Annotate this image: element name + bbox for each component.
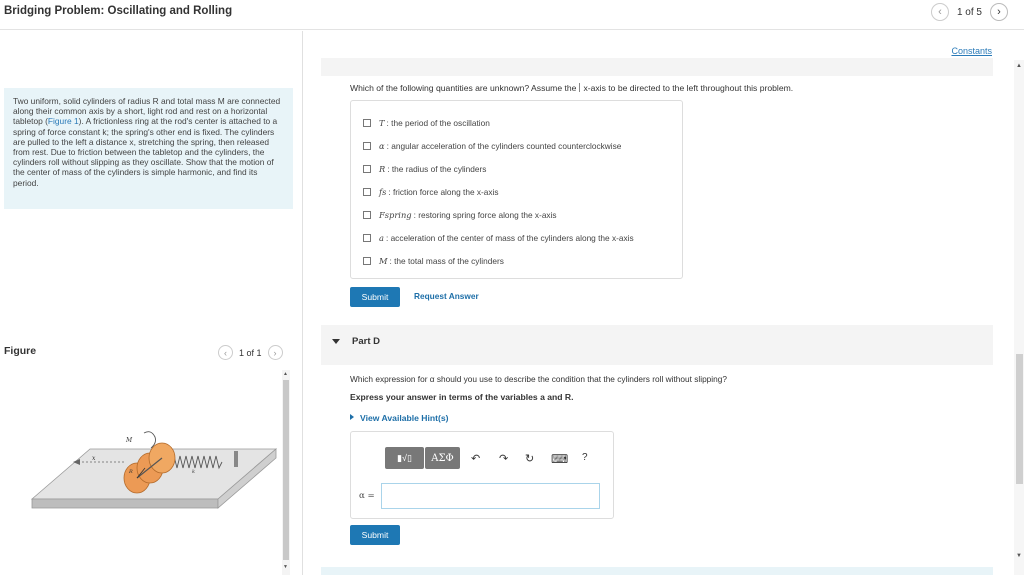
option-spring-force[interactable] [351,203,682,226]
pager-text: 1 of 5 [956,6,982,18]
part-c-question [350,83,793,93]
next-part-band [321,567,993,575]
checkbox[interactable] [363,165,371,173]
scroll-up-icon[interactable]: ▲ [1016,63,1022,69]
option-label: : acceleration of the center of mass of the cylinders along the x-axis [385,232,634,243]
option-angular-acceleration[interactable] [351,134,682,157]
part-d-label: Part D [352,336,380,347]
submit-button[interactable]: Submit [350,287,400,307]
option-mass[interactable] [351,249,682,272]
part-d-question: Which expression for α should you use to describe the condition that the cylinders roll without slipping? [350,374,727,384]
scrollbar-thumb[interactable] [1016,354,1023,484]
help-icon[interactable]: ? [582,452,588,463]
option-label: : the radius of the cylinders [387,163,487,174]
option-label: : the total mass of the cylinders [389,255,504,266]
option-label: : the period of the oscillation [386,117,490,128]
part-d-instruction: Express your answer in terms of the variables a and R. [350,392,574,402]
figure-image [26,378,282,563]
part-band [321,58,993,76]
figure-label-m: M [126,437,133,444]
collapse-triangle-icon[interactable] [332,339,340,344]
submit-button-part-d[interactable]: Submit [350,525,400,545]
text-cursor [579,83,580,92]
checkbox[interactable] [363,188,371,196]
reset-icon[interactable]: ↻ [525,453,535,465]
figure-header: Figure [4,345,37,357]
figure-scrollbar[interactable] [282,370,290,575]
option-symbol: a [379,232,384,243]
option-symbol: T [379,117,385,128]
view-hints-link[interactable] [350,413,449,423]
greek-symbols-button[interactable]: ΑΣΦ [425,447,460,469]
answer-editor [350,431,614,519]
unknowns-options [350,100,683,279]
figure-pager [218,345,283,360]
expand-triangle-icon [350,414,354,420]
keyboard-icon[interactable]: ⌨ [551,452,569,466]
figure-link[interactable]: Figure 1 [47,116,79,127]
problem-pager [931,3,1008,21]
option-acceleration[interactable] [351,226,682,249]
checkbox[interactable] [363,211,371,219]
option-symbol: fs [379,186,387,197]
checkbox[interactable] [363,119,371,127]
figure-label-k: k [192,469,196,475]
option-label: : friction force along the x-axis [388,186,499,197]
checkbox[interactable] [363,257,371,265]
checkbox[interactable] [363,142,371,150]
request-answer-link[interactable]: Request Answer [414,291,479,301]
option-symbol: R [379,163,386,174]
constants-link[interactable]: Constants [951,46,992,56]
chevron-left-icon[interactable]: ‹ [218,345,233,360]
problem-statement [4,88,293,209]
chevron-right-icon[interactable]: › [268,345,283,360]
page-title: Bridging Problem: Oscillating and Rolling [4,5,233,17]
figure-label-r: R [129,469,133,475]
option-label: : angular acceleration of the cylinders counted counterclockwise [386,140,622,151]
chevron-left-icon[interactable]: ‹ [931,3,949,21]
undo-icon[interactable]: ↶ [471,453,481,465]
problem-text: Two uniform, solid cylinders of radius R and total mass M are connected along their common axis by a short, light rod and rest on a horizontal tabletop ( [13,96,281,127]
option-label: : restoring spring force along the x-axis [413,209,557,220]
scrollbar-thumb[interactable] [283,380,289,560]
option-radius[interactable] [351,157,682,180]
option-symbol: M [379,255,388,266]
main-scrollbar[interactable] [1014,60,1024,575]
scroll-down-icon[interactable]: ▼ [1016,553,1022,559]
question-text-cont: x-axis to be directed to the left throughout this problem. [583,83,794,93]
problem-text-cont: ). A frictionless ring at the rod's center is attached to a spring of force constant k; the spring's other end is fixed. The cylinders are pulled to the left a distance x, stretching the spring, then released from rest. Due to friction between the tabletop and the cylinders, the cylinders roll without slipping as they oscillate. Show that the motion of the center of mass of the cylinders is simple harmonic, and find its period. [13,116,278,188]
checkbox[interactable] [363,234,371,242]
column-divider [302,31,303,575]
figure-pager-text: 1 of 1 [239,347,262,358]
figure-label-x: x [92,455,96,462]
answer-input[interactable] [381,483,600,509]
option-symbol: α [379,140,385,151]
question-text: Which of the following quantities are unknown? Assume the [350,83,577,93]
option-period[interactable] [351,111,682,134]
answer-label: α = [359,491,375,501]
hints-label: View Available Hint(s) [360,413,449,423]
templates-button[interactable]: ▮√▯ [385,447,424,469]
scroll-down-icon[interactable]: ▼ [283,564,288,570]
option-symbol: Fspring [379,209,412,220]
top-bar [0,0,1024,30]
part-d-header[interactable] [321,325,993,365]
redo-icon[interactable]: ↷ [499,453,509,465]
scroll-up-icon[interactable]: ▲ [283,371,288,377]
chevron-right-icon[interactable]: › [990,3,1008,21]
option-friction[interactable] [351,180,682,203]
